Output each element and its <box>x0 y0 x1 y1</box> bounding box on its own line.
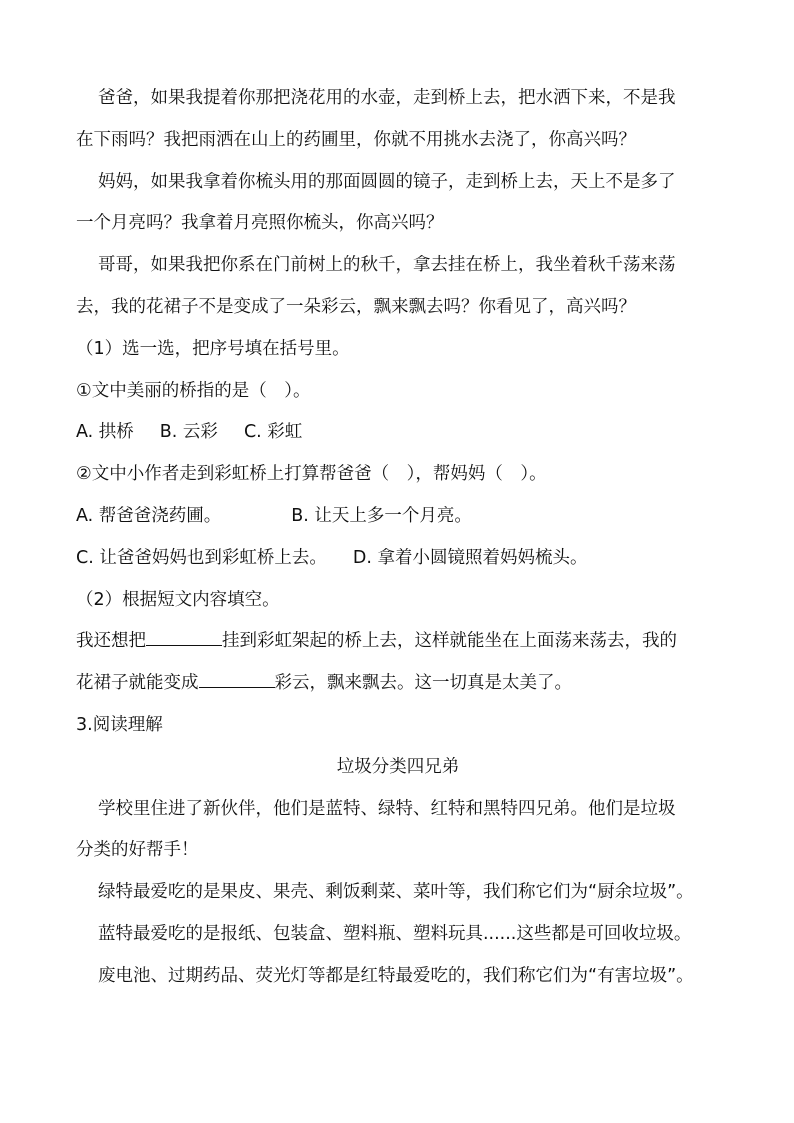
question2-heading: （2）根据短文内容填空。 <box>76 589 280 610</box>
question2-line-1 <box>76 625 720 667</box>
section3-heading: 3.阅读理解 <box>76 714 163 735</box>
passage1-line-5: 哥哥，如果我把你系在门前树上的秋千，拿去挂在桥上，我坐着秋千荡来荡 <box>98 255 676 276</box>
question1-item2-options-row2 <box>76 542 720 584</box>
question2-line-2 <box>76 667 720 709</box>
document-content <box>76 82 720 1002</box>
fill-text-before: 花裙子就能变成 <box>76 673 199 694</box>
question1-item2-options-row1 <box>76 500 720 542</box>
article-title: 垃圾分类四兄弟 <box>336 756 460 777</box>
option-b: B. 让天上多一个月亮。 <box>291 505 472 526</box>
question1-item1: ①文中美丽的桥指的是（ ）。 <box>76 380 311 401</box>
fill-text-before: 我还想把 <box>76 631 146 652</box>
option-c: C. 让爸爸妈妈也到彩虹桥上去。 <box>76 547 327 568</box>
passage1-line-3: 妈妈，如果我拿着你梳头用的那面圆圆的镜子，走到桥上去，天上不是多了 <box>98 171 676 192</box>
fill-text-after: 挂到彩虹架起的桥上去，这样就能坐在上面荡来荡去，我的 <box>222 631 677 652</box>
article-line-5: 废电池、过期药品、荧光灯等都是红特最爱吃的，我们称它们为“有害垃圾”。 <box>98 965 694 986</box>
option-c: C. 彩虹 <box>243 422 303 443</box>
fill-text-after: 彩云，飘来飘去。这一切真是太美了。 <box>274 673 572 694</box>
fill-in-blank-2[interactable] <box>199 667 275 688</box>
option-a: A. 帮爸爸浇药圃。 <box>76 505 222 526</box>
article-line-3: 绿特最爱吃的是果皮、果壳、剩饭剩菜、菜叶等，我们称它们为“厨余垃圾”。 <box>98 882 694 903</box>
question1-item1-options <box>76 416 720 458</box>
question1-heading: （1）选一选，把序号填在括号里。 <box>76 338 350 359</box>
question1-item2: ②文中小作者走到彩虹桥上打算帮爸爸（ ），帮妈妈（ ）。 <box>76 464 547 485</box>
option-b: B. 云彩 <box>159 422 218 443</box>
option-a: A. 拱桥 <box>76 422 134 443</box>
article-line-2: 分类的好帮手！ <box>76 840 199 861</box>
option-d: D. 拿着小圆镜照着妈妈梳头。 <box>352 547 588 568</box>
article-line-4: 蓝特最爱吃的是报纸、包装盒、塑料瓶、塑料玩具......这些都是可回收垃圾。 <box>98 923 692 944</box>
passage1-line-1: 爸爸，如果我提着你那把浇花用的水壶，走到桥上去，把水洒下来，不是我 <box>98 88 676 108</box>
fill-in-blank-1[interactable] <box>146 625 222 646</box>
article-line-1: 学校里住进了新伙伴，他们是蓝特、绿特、红特和黑特四兄弟。他们是垃圾 <box>98 798 676 819</box>
passage1-line-2: 在下雨吗？我把雨洒在山上的药圃里，你就不用挑水去浇了，你高兴吗？ <box>76 129 636 150</box>
passage1-line-6: 去，我的花裙子不是变成了一朵彩云，飘来飘去吗？你看见了，高兴吗？ <box>76 296 636 317</box>
passage1-line-4: 一个月亮吗？我拿着月亮照你梳头，你高兴吗？ <box>76 213 444 234</box>
